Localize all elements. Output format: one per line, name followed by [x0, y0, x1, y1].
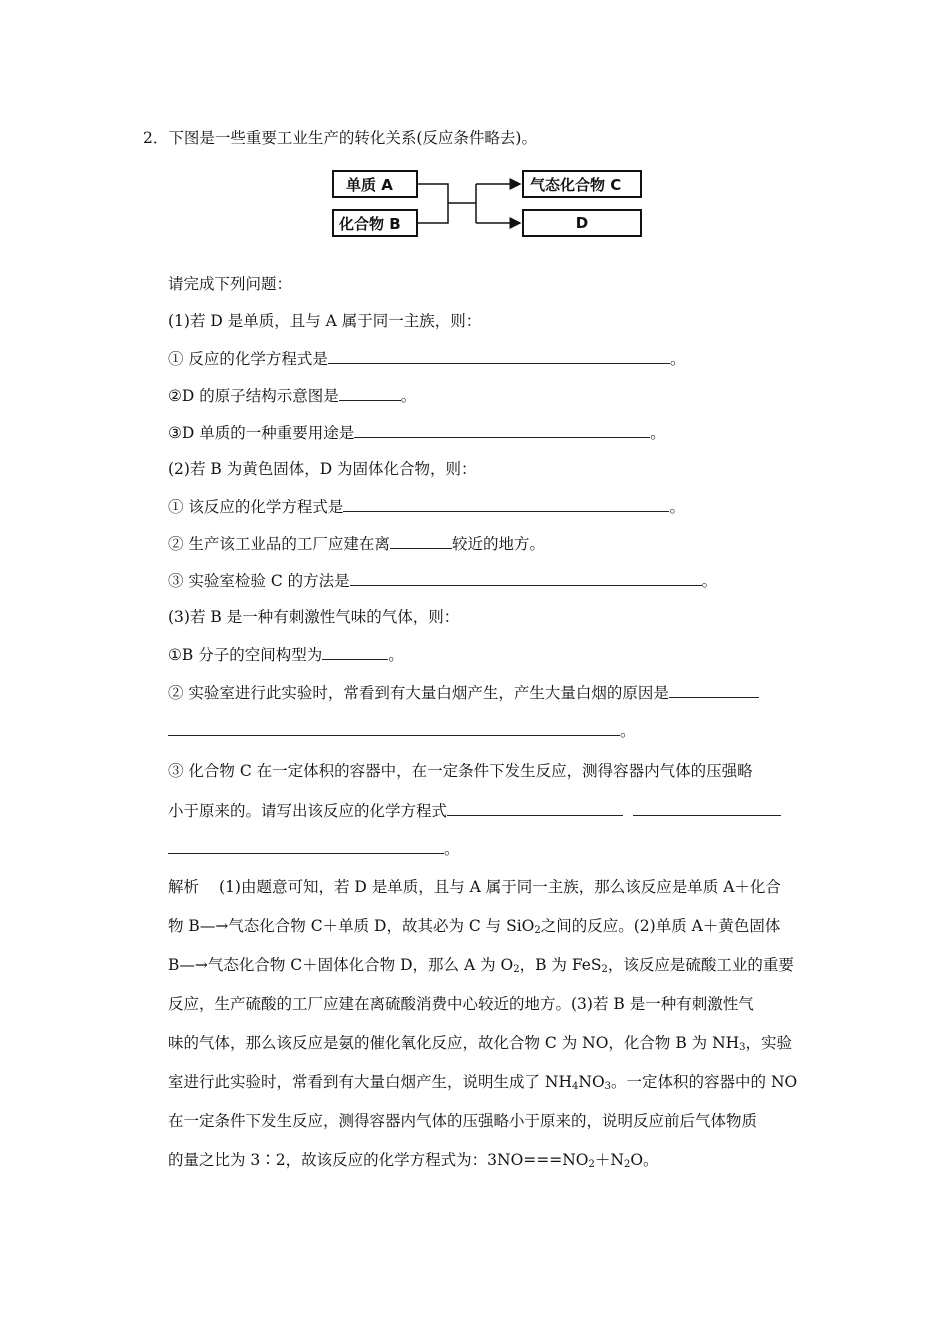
- part3-q3-text: 小于原来的。请写出该反应的化学方程式: [168, 802, 448, 820]
- analysis-line-6: [168, 1072, 797, 1092]
- part2-q3: [168, 570, 717, 591]
- part3-q2: [168, 682, 759, 703]
- box-gas-c: [522, 170, 642, 198]
- part2-q2-text-a: ② 生产该工业品的工厂应建在离: [168, 535, 390, 553]
- analysis-text: NO: [578, 1073, 605, 1091]
- subscript: 2: [601, 964, 608, 975]
- analysis-text: 的量之比为 3∶2，故该反应的化学方程式为：3NO===NO: [168, 1151, 589, 1169]
- part1-title: (1)若 D 是单质，且与 A 属于同一主族，则：: [168, 312, 482, 330]
- analysis-line-8: [168, 1150, 659, 1170]
- answer-blank[interactable]: [322, 644, 388, 660]
- analysis-line-3: [168, 955, 794, 975]
- box-c-label: 气态化合物 C: [530, 175, 622, 194]
- part1-q1: [168, 348, 685, 369]
- answer-blank[interactable]: [350, 570, 702, 586]
- box-d-label: D: [575, 214, 589, 232]
- prompt-text: 请完成下列问题：: [168, 275, 293, 293]
- period: 。: [388, 646, 404, 664]
- part3-q1-text: ①B 分子的空间构型为: [168, 646, 323, 664]
- part1-q3-text: ③D 单质的一种重要用途是: [168, 424, 355, 442]
- period: 。: [444, 840, 460, 858]
- analysis-label: 解析: [168, 878, 200, 896]
- analysis-text: ，B 为 FeS: [519, 956, 602, 974]
- subscript: 4: [572, 1081, 579, 1092]
- part3-q3-line3: [168, 838, 460, 859]
- answer-blank[interactable]: [168, 838, 444, 854]
- analysis-text: ＋N: [594, 1151, 624, 1169]
- analysis-line-7: 在一定条件下发生反应，测得容器内气体的压强略小于原来的，说明反应前后气体物质: [168, 1112, 758, 1130]
- answer-blank[interactable]: [354, 422, 650, 438]
- analysis-text: 味的气体，那么该反应是氨的催化氧化反应，故化合物 C 为 NO，化合物 B 为 NH: [168, 1034, 740, 1052]
- part3-q3-line2: [168, 800, 781, 821]
- subscript: 2: [588, 1159, 595, 1170]
- question-intro: 下图是一些重要工业生产的转化关系(反应条件略去)。: [168, 129, 537, 147]
- answer-blank[interactable]: [343, 496, 669, 512]
- part3-title: (3)若 B 是一种有刺激性气味的气体，则：: [168, 608, 460, 626]
- part3-q2-cont: [168, 720, 636, 741]
- answer-blank[interactable]: [328, 348, 670, 364]
- analysis-text: 。一定体积的容器中的 NO: [611, 1073, 798, 1091]
- analysis-text: 室进行此实验时，常看到有大量白烟产生，说明生成了 NH: [168, 1073, 573, 1091]
- period: 。: [650, 424, 666, 442]
- analysis-text: ，该反应是硫酸工业的重要: [607, 956, 794, 974]
- analysis-text: (1)由题意可知，若 D 是单质，且与 A 属于同一主族，那么该反应是单质 A＋化合: [219, 878, 781, 896]
- box-d: [522, 209, 642, 237]
- period: 。: [701, 572, 718, 590]
- part2-q1: [168, 496, 685, 517]
- period: 。: [669, 350, 686, 368]
- box-b-label: 化合物 B: [339, 214, 401, 233]
- period: 。: [620, 722, 636, 740]
- question-number: 2．: [143, 129, 169, 147]
- part1-q2-text: ②D 的原子结构示意图是: [168, 387, 339, 405]
- part2-q1-text: ① 该反应的化学方程式是: [168, 498, 344, 516]
- subscript: 2: [534, 925, 541, 936]
- answer-blank[interactable]: [339, 385, 401, 401]
- answer-blank[interactable]: [447, 800, 623, 816]
- part1-q3: [168, 422, 666, 443]
- part2-q2-text-b: 较近的地方。: [451, 535, 545, 553]
- part2-q2: [168, 533, 545, 554]
- box-single-a: [332, 170, 418, 198]
- box-a-label: 单质 A: [346, 175, 393, 194]
- subscript: 2: [513, 964, 520, 975]
- box-compound-b: [332, 209, 418, 237]
- subscript: 3: [604, 1081, 612, 1092]
- answer-blank[interactable]: [390, 533, 452, 549]
- period: 。: [400, 387, 417, 405]
- analysis-text: ，实验: [745, 1034, 793, 1052]
- period: 。: [669, 498, 685, 516]
- subscript: 2: [623, 1159, 631, 1170]
- subscript: 3: [739, 1042, 746, 1053]
- answer-blank[interactable]: [669, 682, 759, 698]
- answer-blank[interactable]: [633, 800, 781, 816]
- analysis-text: O。: [630, 1151, 659, 1169]
- part1-q2: [168, 385, 416, 406]
- part2-q3-text: ③ 实验室检验 C 的方法是: [168, 572, 350, 590]
- part3-q1: [168, 644, 404, 665]
- analysis-line-2: [168, 916, 780, 936]
- analysis-text: 之间的反应。(2)单质 A＋黄色固体: [540, 917, 781, 935]
- question-header: [143, 128, 537, 148]
- analysis-line-4: 反应，生产硫酸的工厂应建在离硫酸消费中心较近的地方。(3)若 B 是一种有刺激性气: [168, 995, 754, 1013]
- answer-blank[interactable]: [168, 720, 620, 736]
- analysis-text: 物 B—→气态化合物 C＋单质 D，故其必为 C 与 SiO: [168, 917, 535, 935]
- analysis-line-5: [168, 1033, 792, 1053]
- part1-q1-text: ① 反应的化学方程式是: [168, 350, 328, 368]
- part2-title: (2)若 B 为黄色固体，D 为固体化合物，则：: [168, 460, 477, 478]
- analysis-text: B—→气态化合物 C＋固体化合物 D，那么 A 为 O: [168, 956, 514, 974]
- diagram-connector-arrows: [418, 170, 524, 238]
- part3-q2-text: ② 实验室进行此实验时，常看到有大量白烟产生，产生大量白烟的原因是: [168, 684, 669, 702]
- analysis-line-1: [168, 877, 781, 897]
- part3-q3-line1: ③ 化合物 C 在一定体积的容器中，在一定条件下发生反应，测得容器内气体的压强略: [168, 762, 753, 780]
